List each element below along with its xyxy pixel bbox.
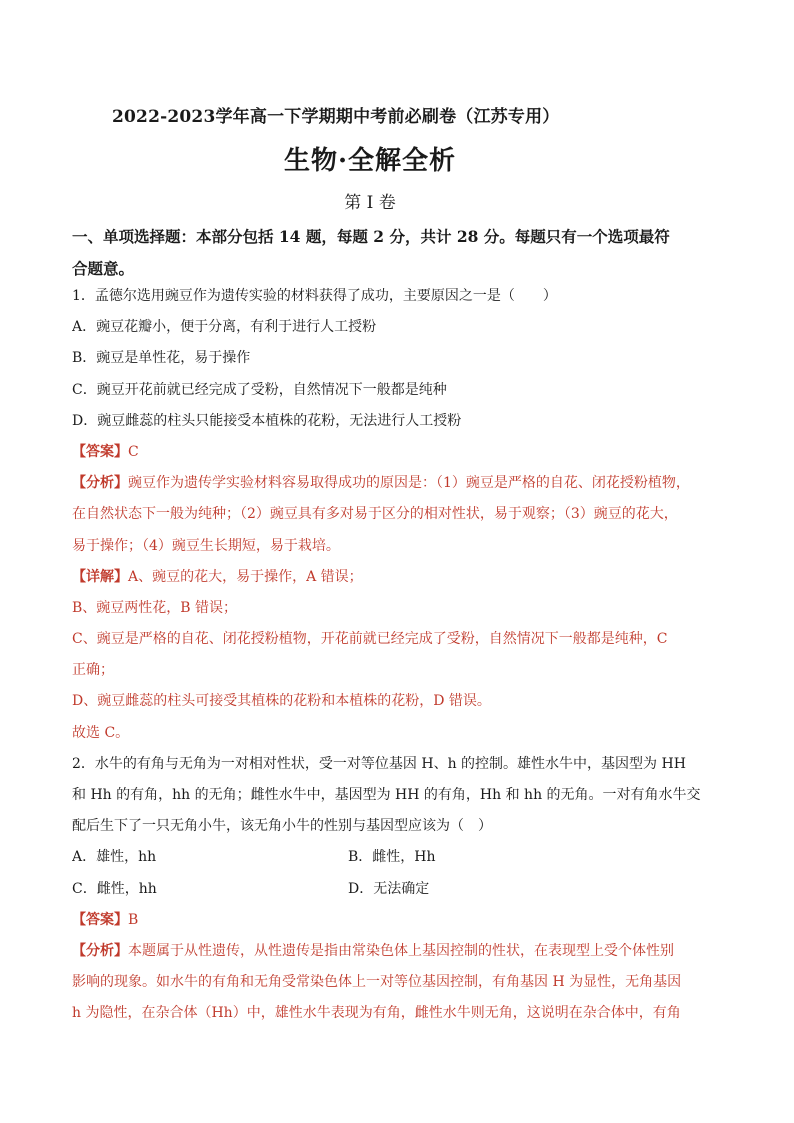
q1-detail-line-3: C、豌豆是严格的自花、闭花授粉植物，开花前就已经完成了受粉，自然情况下一般都是纯种，C: [72, 631, 668, 648]
detail-tag: 【详解】: [72, 568, 128, 585]
analysis-tag: 【分析】: [72, 475, 128, 492]
q1-detail-line-2: B、豌豆两性花，B 错误；: [72, 599, 238, 616]
q1-option-a: A．豌豆花瓣小，便于分离，有利于进行人工授粉: [72, 319, 377, 336]
section-heading: [72, 221, 732, 285]
q2-stem-line-3: 配后生下了一只无角小牛，该无角小牛的性别与基因型应该为（ ）: [72, 818, 492, 835]
q1-analysis-line-2: 在自然状态下一般为纯种；（2）豌豆具有多对易于区分的相对性状，易于观察；（3）豌豆的花大，: [72, 506, 678, 523]
q1-stem: 1．孟德尔选用豌豆作为遗传实验的材料获得了成功，主要原因之一是（ ）: [72, 288, 557, 304]
answer-value: C: [128, 443, 139, 460]
q1-detail-line-5: D、豌豆雌蕊的柱头可接受其植株的花粉和本植株的花粉，D 错误。: [72, 693, 491, 710]
q2-option-b: B．雌性，Hh: [348, 849, 436, 866]
analysis-text: 本题属于从性遗传，从性遗传是指由常染色体上基因控制的性状，在表现型上受个体性别: [128, 942, 674, 959]
answer-value: B: [128, 911, 139, 928]
q2-option-d: D．无法确定: [348, 880, 430, 897]
answer-tag: 【答案】: [72, 443, 128, 460]
volume-label: 第 I 卷: [344, 193, 396, 213]
q2-options-row-2: [72, 874, 722, 905]
analysis-tag: 【分析】: [72, 942, 128, 959]
q1-option-b: B．豌豆是单性花，易于操作: [72, 350, 251, 367]
section-heading-line-2: 合题意。: [72, 259, 135, 278]
q1-conclusion: 故选 C。: [72, 724, 130, 741]
q1-analysis-line-1: [72, 468, 722, 499]
section-heading-line-1: 一、单项选择题：本部分包括 14 题，每题 2 分，共计 28 分。每题只有一个选项最符: [72, 227, 670, 246]
detail-text: A、豌豆的花大，易于操作，A 错误；: [128, 568, 363, 585]
answer-tag: 【答案】: [72, 911, 128, 928]
q1-detail-line-4: 正确；: [72, 662, 114, 679]
q1-detail-line-1: [72, 562, 722, 593]
q2-analysis-line-2: 影响的现象。如水牛的有角和无角受常染色体上一对等位基因控制，有角基因 H 为显性，无角基因: [72, 974, 682, 991]
q2-analysis-line-3: h 为隐性，在杂合体（Hh）中，雄性水牛表现为有角，雌性水牛则无角，这说明在杂合体中，有角: [72, 1005, 681, 1022]
q2-options-row-1: [72, 842, 722, 873]
q2-option-c: C．雌性，hh: [72, 880, 157, 897]
q1-option-c: C．豌豆开花前就已经完成了受粉，自然情况下一般都是纯种: [72, 381, 447, 398]
q2-analysis-line-1: [72, 936, 722, 967]
document-main-title: 生物·全解全析: [283, 146, 457, 176]
q2-stem-line-1: 2．水牛的有角与无角为一对相对性状，受一对等位基因 H、h 的控制。雄性水牛中，基因型为 HH: [72, 755, 686, 772]
q2-option-a: A．雄性，hh: [72, 849, 157, 866]
q1-option-d: D．豌豆雌蕊的柱头只能接受本植株的花粉，无法进行人工授粉: [72, 412, 462, 429]
q1-analysis-line-3: 易于操作；（4）豌豆生长期短，易于栽培。: [72, 537, 340, 554]
exam-header-title: 2022-2023学年高一下学期期中考前必刷卷（江苏专用）: [112, 107, 560, 127]
q2-answer: [72, 905, 722, 936]
q2-stem-line-2: 和 Hh 的有角，hh 的无角；雌性水牛中，基因型为 HH 的有角，Hh 和 hh 的无角。一对有角水牛交: [72, 787, 701, 803]
analysis-text: 豌豆作为遗传学实验材料容易取得成功的原因是：（1）豌豆是严格的自花、闭花授粉植物，: [128, 475, 690, 492]
q1-answer: [72, 437, 722, 468]
question-content: [72, 281, 722, 1030]
